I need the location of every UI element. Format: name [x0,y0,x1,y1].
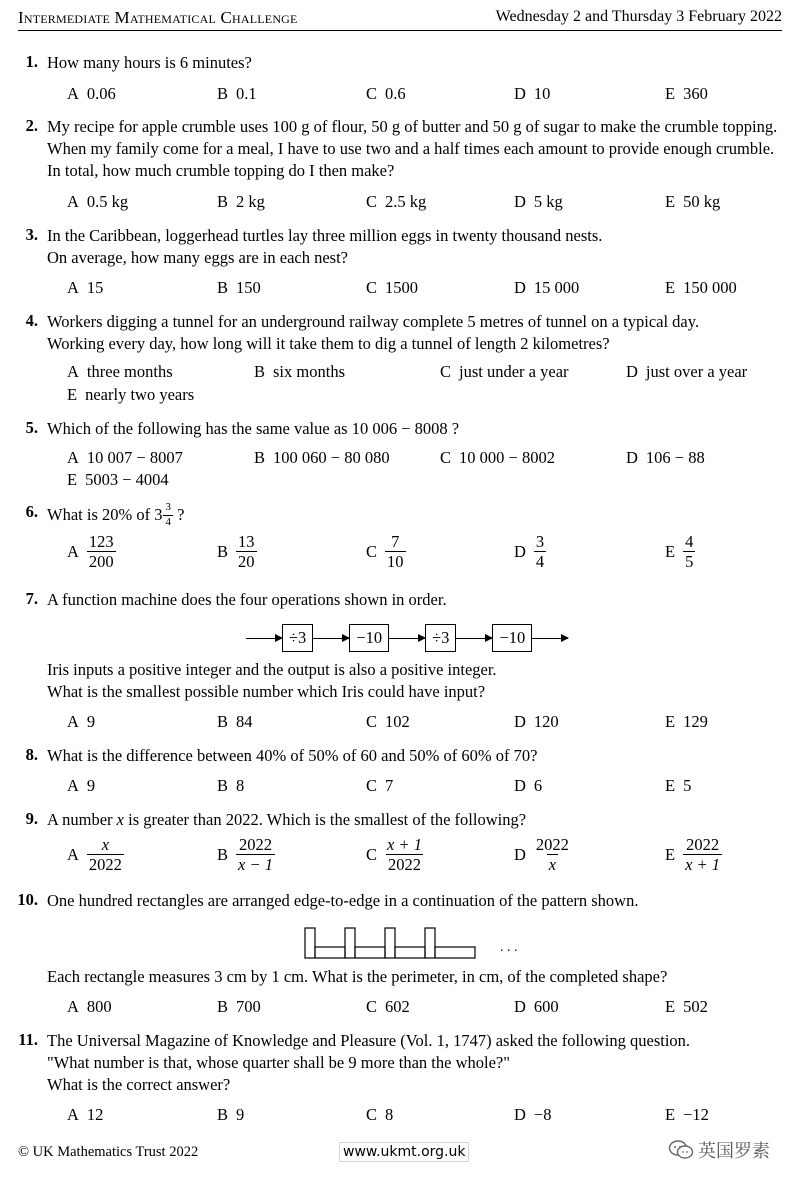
option-c[interactable]: C just under a year [440,362,569,381]
question-text: Each rectangle measures 3 cm by 1 cm. What is the perimeter, in cm, of the completed shape? [47,967,668,986]
option-d[interactable]: D $\frac{2022}{x}$ [514,835,569,875]
options-3 [0,274,802,304]
options-7 [0,708,802,738]
option-e[interactable]: E 150 000 [665,278,737,297]
option-b[interactable]: B 0.1 [217,84,257,103]
options-6 [0,533,802,579]
options-10 [0,993,802,1023]
option-e[interactable]: E 50 kg [665,192,721,211]
option-a[interactable]: A 10 007 − 8007 [67,448,183,467]
watermark [668,1137,770,1163]
option-c[interactable]: C 102 [366,712,410,731]
option-c[interactable]: C $\frac{x + 1}{2022}$ [366,835,422,875]
operation-box: −10 [349,624,389,652]
question-text: One hundred rectangles are arranged edge-to-edge in a continuation of the pattern shown. [47,891,639,910]
arrow [532,638,568,639]
question-text: Which of the following has the same value as 10 006 − 8008 ? [47,419,460,438]
question-text: What is the difference between 40% of 50% of 60 and 50% of 60% of 70? [47,746,538,765]
option-c[interactable]: C 7 [366,776,394,795]
option-d[interactable]: D just over a year [626,362,748,381]
question-text: In the Caribbean, loggerhead turtles lay three million eggs in twenty thousand nests. On average, how many eggs are in each nest? [47,226,603,267]
option-c[interactable]: C 1500 [366,278,419,297]
question-number: 6. [25,502,38,521]
question-number: 5. [25,418,38,437]
options-11 [0,1101,802,1131]
question-text: What is 20% of 3 $\frac{3}{4}$ ? [47,501,185,528]
option-a[interactable]: A $\frac{x}{2022}$ [67,835,122,875]
option-d[interactable]: D 10 [514,84,551,103]
question-text: How many hours is 6 minutes? [47,53,252,72]
copyright: © UK Mathematics Trust 2022 [18,1144,199,1160]
question-number: 11. [18,1030,38,1049]
pattern-ellipsis: . . . [500,940,518,955]
option-c[interactable]: C 602 [366,997,410,1016]
question-number: 2. [25,116,38,135]
option-d[interactable]: D $\frac{3}{4}$ [514,532,545,572]
question-number: 4. [25,311,38,330]
option-b[interactable]: B $\frac{13}{20}$ [217,532,255,572]
options-8 [0,772,802,802]
question-text: The Universal Magazine of Knowledge and Pleasure (Vol. 1, 1747) asked the following question. "What number is that, whose quarter shall be 9 more than the whole?" What is the correct answer? [47,1031,691,1094]
options-1 [0,80,802,110]
option-a[interactable]: A $\frac{123}{200}$ [67,532,114,572]
option-a[interactable]: A 9 [67,712,96,731]
options-2 [0,188,802,218]
operation-box: ÷3 [425,624,456,652]
question-text: Workers digging a tunnel for an underground railway complete 5 metres of tunnel on a typical day. Working every day, how long will it take them to dig a tunnel of length 2 kilometres? [47,312,700,353]
question-number: 10. [17,890,38,909]
option-a[interactable]: A 15 [67,278,104,297]
option-b[interactable]: B 100 060 − 80 080 [254,448,390,467]
question-number: 7. [25,589,38,608]
rectangle-pattern-diagram [303,926,483,960]
option-e[interactable]: E nearly two years [67,385,195,404]
option-c[interactable]: C 8 [366,1105,394,1124]
option-d[interactable]: D 15 000 [514,278,580,297]
option-d[interactable]: D −8 [514,1105,552,1124]
option-d[interactable]: D 6 [514,776,543,795]
question-number: 8. [25,745,38,764]
question-text: A number x is greater than 2022. Which is the smallest of the following? [47,810,527,829]
option-e[interactable]: E 502 [665,997,708,1016]
options-9 [0,836,802,882]
option-e[interactable]: E −12 [665,1105,709,1124]
option-d[interactable]: D 5 kg [514,192,563,211]
option-c[interactable]: C $\frac{7}{10}$ [366,532,404,572]
option-d[interactable]: D 600 [514,997,559,1016]
option-b[interactable]: B 700 [217,997,261,1016]
option-d[interactable]: D 120 [514,712,559,731]
option-c[interactable]: C 2.5 kg [366,192,427,211]
option-c[interactable]: C 10 000 − 8002 [440,448,555,467]
question-text: Iris inputs a positive integer and the output is also a positive integer. What is the smallest possible number which Iris could have input? [47,660,497,701]
operation-box: ÷3 [282,624,313,652]
option-a[interactable]: A 0.06 [67,84,116,103]
question-text: A function machine does the four operations shown in order. [47,590,447,609]
operation-box: −10 [492,624,532,652]
option-c[interactable]: C 0.6 [366,84,406,103]
option-a[interactable]: A 12 [67,1105,104,1124]
question-text: My recipe for apple crumble uses 100 g of flour, 50 g of butter and 50 g of sugar to make the crumble topping. When my family come for a meal, I have to use two and a half times each amount to provide enough crumble. In total, how much crumble topping do I then make? [47,117,778,180]
question-number: 9. [25,809,38,828]
question-number: 1. [25,52,38,71]
option-e[interactable]: E 129 [665,712,708,731]
exam-title: Intermediate Mathematical Challenge [18,8,298,27]
options-4 [0,360,802,408]
chat-icon [668,1139,694,1161]
question-number: 3. [25,225,38,244]
function-machine-diagram [246,624,568,652]
watermark-text: 英国罗素 [698,1141,770,1162]
options-5 [0,446,802,494]
option-b[interactable]: B 9 [217,1105,245,1124]
mixed-number-fraction: $\frac{3}{4}$ [165,501,171,528]
arrow [389,638,425,639]
option-b[interactable]: B six months [254,362,345,381]
option-a[interactable]: A 0.5 kg [67,192,129,211]
option-e[interactable]: E 5003 − 4004 [67,470,169,489]
option-b[interactable]: B 150 [217,278,261,297]
option-a[interactable]: A 9 [67,776,96,795]
option-a[interactable]: A 800 [67,997,112,1016]
arrow [246,638,282,639]
option-b[interactable]: B $\frac{2022}{x - 1}$ [217,835,273,875]
option-e[interactable]: E $\frac{4}{5}$ [665,532,694,572]
option-a[interactable]: A three months [67,362,173,381]
exam-date: Wednesday 2 and Thursday 3 February 2022 [495,8,782,25]
option-d[interactable]: D 106 − 88 [626,448,705,467]
option-e[interactable]: E 360 [665,84,708,103]
option-b[interactable]: B 84 [217,712,253,731]
option-e[interactable]: E 5 [665,776,692,795]
option-b[interactable]: B 8 [217,776,245,795]
arrow [313,638,349,639]
option-b[interactable]: B 2 kg [217,192,265,211]
arrow [456,638,492,639]
page-header [18,6,782,31]
website-link[interactable]: www.ukmt.org.uk [339,1142,469,1162]
option-e[interactable]: E $\frac{2022}{x + 1}$ [665,835,721,875]
